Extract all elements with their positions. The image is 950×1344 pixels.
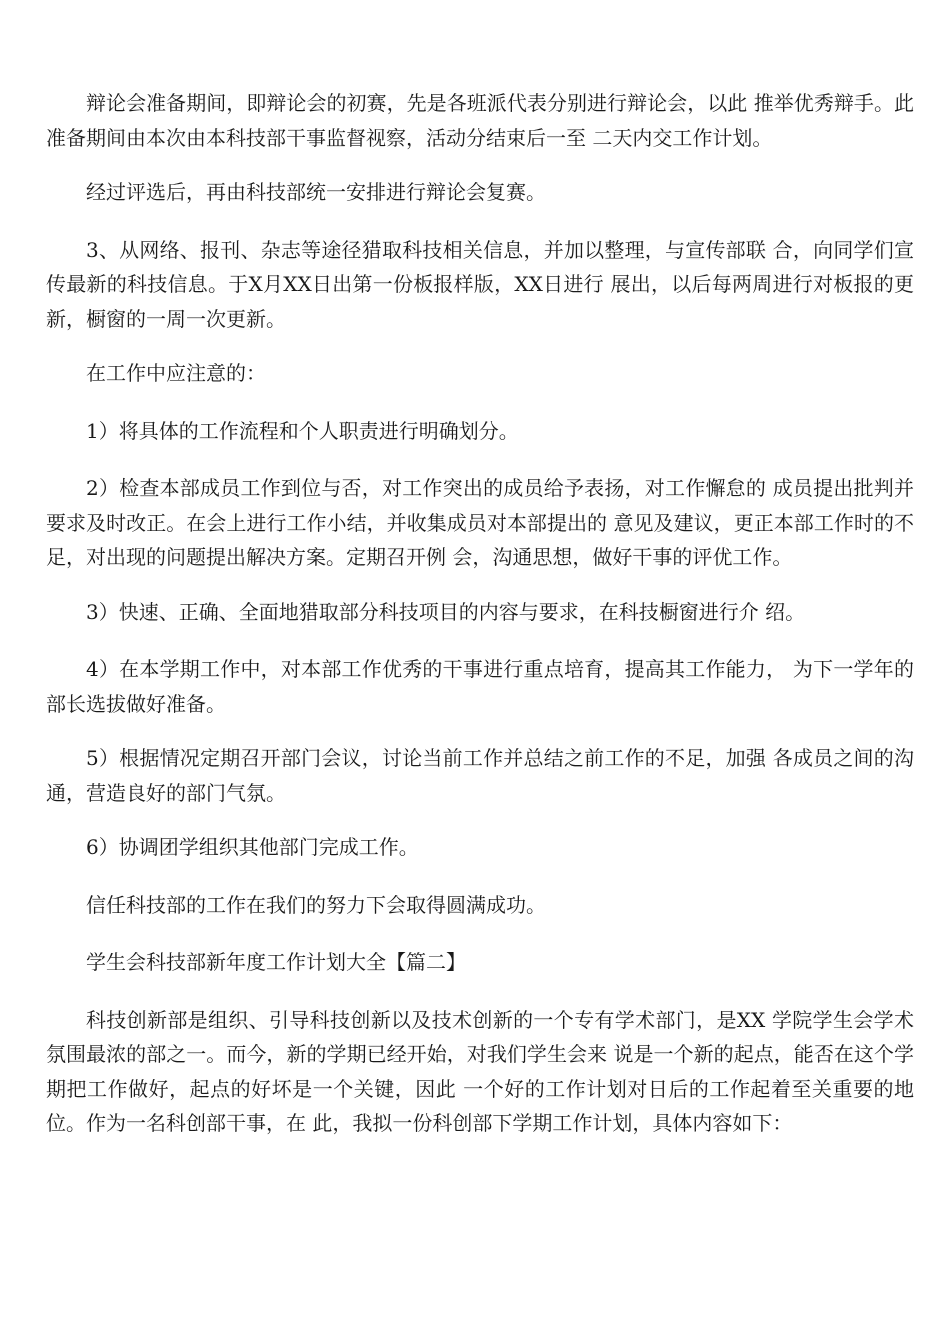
paragraph-closing: 信任科技部的工作在我们的努力下会取得圆满成功。 <box>86 892 546 917</box>
paragraph-note-6: 6）协调团学组织其他部门完成工作。 <box>86 835 419 859</box>
paragraph-part-two-intro: 科技创新部是组织、引导科技创新以及技术创新的一个专有学术部门，是XX 学院学生会学术氛围最浓的部之一。而今，新的学期已经开始，对我们学生会来 说是一个新的起点，能否在这个学期把工作做好，起点的好坏是一个关键，因此 一个好的工作计划对日后的工作起着至关重要的地位。作为一名科创部干事，在 此，我拟一份科创部下学期工作计划，具体内容如下： <box>46 1007 914 1135</box>
paragraph-note-2: 2）检查本部成员工作到位与否，对工作突出的成员给予表扬，对工作懈怠的 成员提出批判并要求及时改正。在会上进行工作小结，并收集成员对本部提出的 意见及建议，更正本部工作时的不足，对出现的问题提出解决方案。定期召开例 会，沟通思想，做好干事的评优工作。 <box>46 476 914 569</box>
paragraph-note-4: 4）在本学期工作中，对本部工作优秀的干事进行重点培育，提高其工作能力， 为下一学年的部长选拔做好准备。 <box>46 657 914 716</box>
paragraph-debate-prep: 辩论会准备期间，即辩论会的初赛，先是各班派代表分别进行辩论会，以此 推举优秀辩手。此准备期间由本次由本科技部干事监督视察，活动分结束后一至 二天内交工作计划。 <box>46 91 914 150</box>
paragraph-debate-final: 经过评选后，再由科技部统一安排进行辩论会复赛。 <box>86 180 546 204</box>
paragraph-info-collection: 3、从网络、报刊、杂志等途径猎取科技相关信息，并加以整理，与宣传部联 合，向同学们宣传最新的科技信息。于X月XX日出第一份板报样版，XX日进行 展出，以后每两周进行对板报的更新，橱窗的一周一次更新。 <box>46 237 914 331</box>
paragraph-note-3: 3）快速、正确、全面地猎取部分科技项目的内容与要求，在科技橱窗进行介 绍。 <box>86 599 806 624</box>
paragraph-note-5: 5）根据情况定期召开部门会议，讨论当前工作并总结之前工作的不足，加强 各成员之间的沟通，营造良好的部门气氛。 <box>46 746 914 805</box>
paragraph-notes-heading: 在工作中应注意的： <box>86 361 266 385</box>
section-heading-part-two: 学生会科技部新年度工作计划大全【篇二】 <box>86 950 466 974</box>
document-body <box>46 86 914 1161</box>
paragraph-note-1: 1）将具体的工作流程和个人职责进行明确划分。 <box>86 418 519 443</box>
